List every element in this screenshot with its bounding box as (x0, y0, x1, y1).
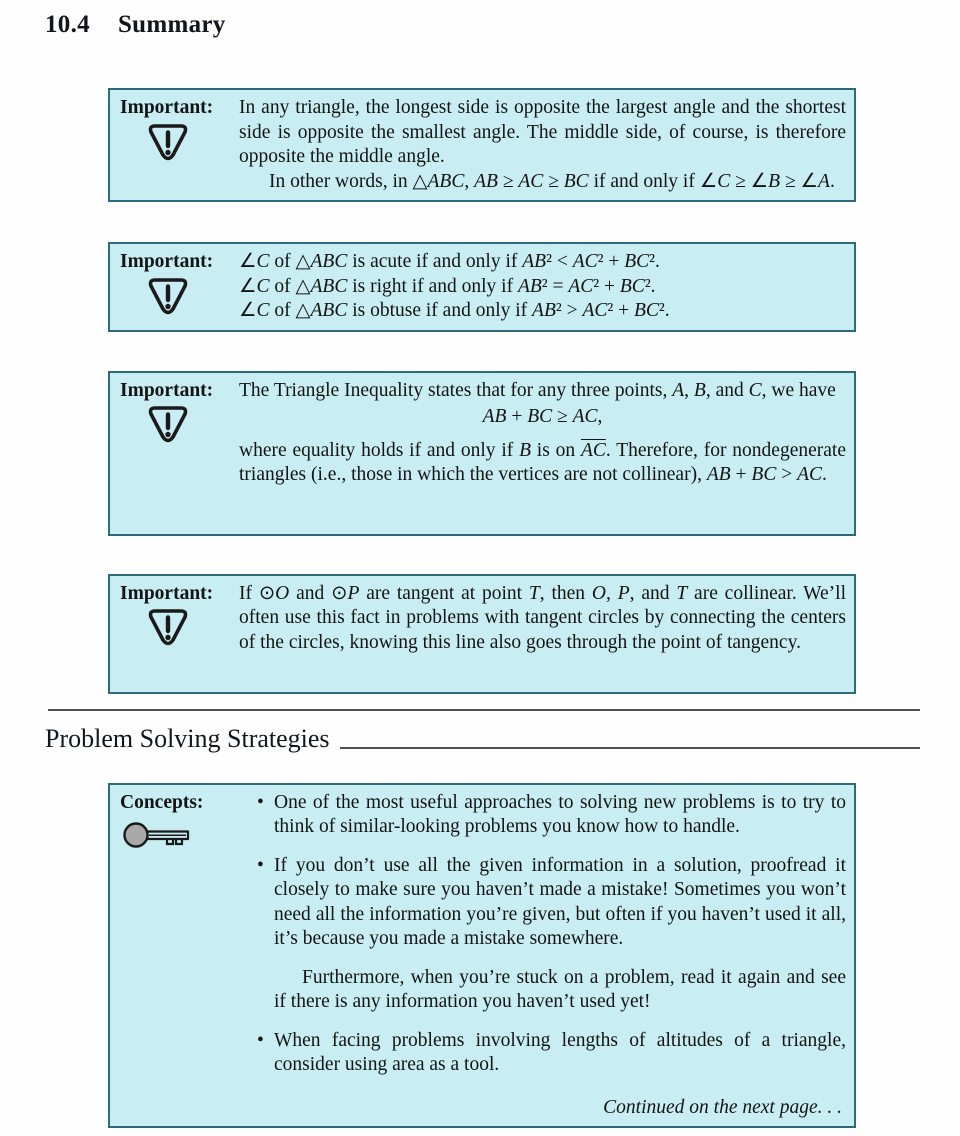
section-title: Summary (117, 11, 226, 38)
bullet-icon: • (257, 854, 264, 876)
bullet-text: If you don’t use all the given information in a solution, proofread it closely to make sure you haven’t made a mistake! Sometimes you won’t need all the information you’re given, but often if you haven’t used it all, it’s because you made a mistake somewhere. (274, 854, 846, 949)
continued-note: Continued on the next page. . . (603, 1096, 842, 1118)
section-heading (45, 10, 960, 40)
important-box-body (239, 96, 846, 194)
concepts-box (108, 783, 856, 1129)
bullet-item (257, 1029, 846, 1078)
important-box-acute-right-obtuse (108, 242, 856, 332)
key-icon (122, 818, 192, 852)
equation: AB + BC ≥ AC, (482, 406, 603, 427)
paragraph: In any triangle, the longest side is opposite the largest angle and the shortest side is opposite the smallest angle. The middle side, of course, is therefore opposite the middle angle. (239, 97, 846, 167)
bullet-item (257, 854, 846, 952)
important-label: Important: (120, 379, 214, 401)
important-box-tangent-circles (108, 574, 856, 694)
concepts-box-body (239, 791, 846, 1121)
important-label-column (120, 250, 239, 324)
concepts-label-column (120, 791, 239, 1121)
paragraph: In other words, in △ABC, AB ≥ AC ≥ BC if and only if ∠C ≥ ∠B ≥ ∠A. (269, 170, 835, 192)
important-label-column (120, 582, 239, 686)
section-divider (48, 709, 920, 711)
bullet-text: When facing problems involving lengths of altitudes of a triangle, consider using area as a tool. (274, 1029, 846, 1075)
important-box-body (239, 582, 846, 686)
important-box-body (239, 379, 846, 528)
paragraph: The Triangle Inequality states that for any three points, A, B, and C, we have (239, 379, 836, 401)
important-label: Important: (120, 251, 214, 272)
warning-icon (146, 405, 190, 445)
important-label: Important: (120, 582, 214, 604)
paragraph: Furthermore, when you’re stuck on a problem, read it again and see if there is any information you haven’t used yet! (274, 966, 846, 1012)
paragraph: ∠C of △ABC is acute if and only if AB² < AC² + BC². (239, 251, 660, 272)
bullet-icon: • (257, 1029, 264, 1051)
warning-icon (146, 608, 190, 648)
concepts-label: Concepts: (120, 791, 204, 813)
strategies-heading: Problem Solving Strategies (45, 723, 330, 753)
important-box-triangle-inequality (108, 371, 856, 536)
important-label-column (120, 379, 239, 528)
bullet-item (257, 791, 846, 840)
important-label-column (120, 96, 239, 194)
important-box-body (239, 250, 846, 324)
paragraph: ∠C of △ABC is right if and only if AB² = AC² + BC². (239, 275, 656, 297)
important-label: Important: (120, 97, 214, 118)
warning-icon (146, 277, 190, 317)
paragraph: ∠C of △ABC is obtuse if and only if AB² > AC² + BC². (239, 300, 670, 321)
paragraph: where equality holds if and only if B is on $\overline{AC}$. Therefore, for nondegenerate triangles (i.e., those in which the vertices are not collinear), AB + BC > AC. (239, 439, 846, 485)
bullet-text: One of the most useful approaches to solving new problems is to try to think of similar-looking problems you know how to handle. (274, 791, 846, 837)
section-number: 10.4 (45, 11, 90, 38)
strategies-underline (340, 723, 920, 749)
bullet-icon: • (257, 791, 264, 813)
warning-icon (146, 123, 190, 163)
paragraph: If ⊙O and ⊙P are tangent at point T, then O, P, and T are collinear. We’ll often use this fact in problems with tangent circles by connecting the centers of the circles, knowing this line also goes through the point of tangency. (239, 582, 847, 653)
important-box-angle-side-order (108, 88, 856, 202)
strategies-heading-row (45, 723, 920, 755)
